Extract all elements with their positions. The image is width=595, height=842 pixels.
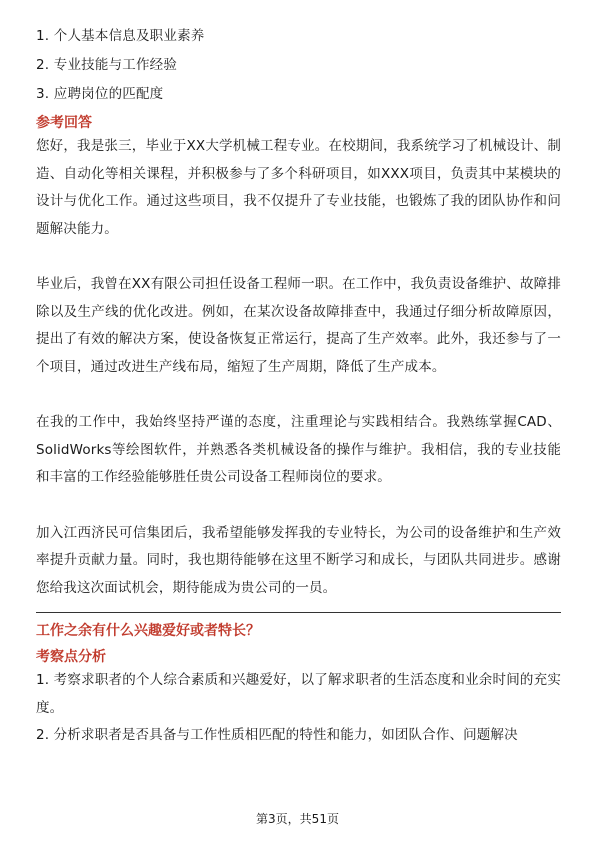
paragraph-spacer (36, 243, 561, 271)
question-title: 工作之余有什么兴趣爱好或者特长？ (36, 623, 260, 639)
paragraph-spacer (36, 492, 561, 520)
analysis-item: 1. 考察求职者的个人综合素质和兴趣爱好，以了解求职者的生活态度和业余时间的充实度。 (36, 672, 561, 716)
paragraph-spacer (36, 381, 561, 409)
page-number: 第3页，共51页 (256, 812, 339, 826)
analysis-heading: 考察点分析 (36, 649, 106, 665)
section-divider (36, 612, 561, 613)
answer-paragraph: 您好，我是张三，毕业于XX大学机械工程专业。在校期间，我系统学习了机械设计、制造、自动化等相关课程，并积极参与了多个科研项目，如XXX项目，负责其中某模块的设计与优化工作。通过这些项目，我不仅提升了专业技能，也锻炼了我的团队协作和问题解决能力。 (36, 138, 561, 237)
answer-paragraph: 在我的工作中，我始终坚持严谨的态度，注重理论与实践相结合。我熟练掌握CAD、SolidWorks等绘图软件，并熟悉各类机械设备的操作与维护。我相信，我的专业技能和丰富的工作经验能够胜任贵公司设备工程师岗位的要求。 (36, 414, 561, 485)
document-page (36, 26, 561, 750)
reference-answer-heading: 参考回答 (36, 115, 92, 131)
answer-paragraph: 加入江西济民可信集团后，我希望能够发挥我的专业特长，为公司的设备维护和生产效率提升贡献力量。同时，我也期待能够在这里不断学习和成长，与团队共同进步。感谢您给我这次面试机会，期待能成为贵公司的一员。 (36, 524, 561, 596)
analysis-item: 2. 分析求职者是否具备与工作性质相匹配的特性和能力，如团队合作、问题解决 (36, 727, 518, 743)
answer-paragraph: 毕业后，我曾在XX有限公司担任设备工程师一职。在工作中，我负责设备维护、故障排除以及生产线的优化改进。例如，在某次设备故障排查中，我通过仔细分析故障原因，提出了有效的解决方案，使设备恢复正常运行，提高了生产效率。此外，我还参与了一个项目，通过改进生产线布局，缩短了生产周期，降低了生产成本。 (36, 276, 561, 375)
list-item: 3. 应聘岗位的匹配度 (36, 86, 164, 102)
list-item: 2. 专业技能与工作经验 (36, 57, 178, 73)
list-item: 1. 个人基本信息及职业素养 (36, 28, 205, 44)
